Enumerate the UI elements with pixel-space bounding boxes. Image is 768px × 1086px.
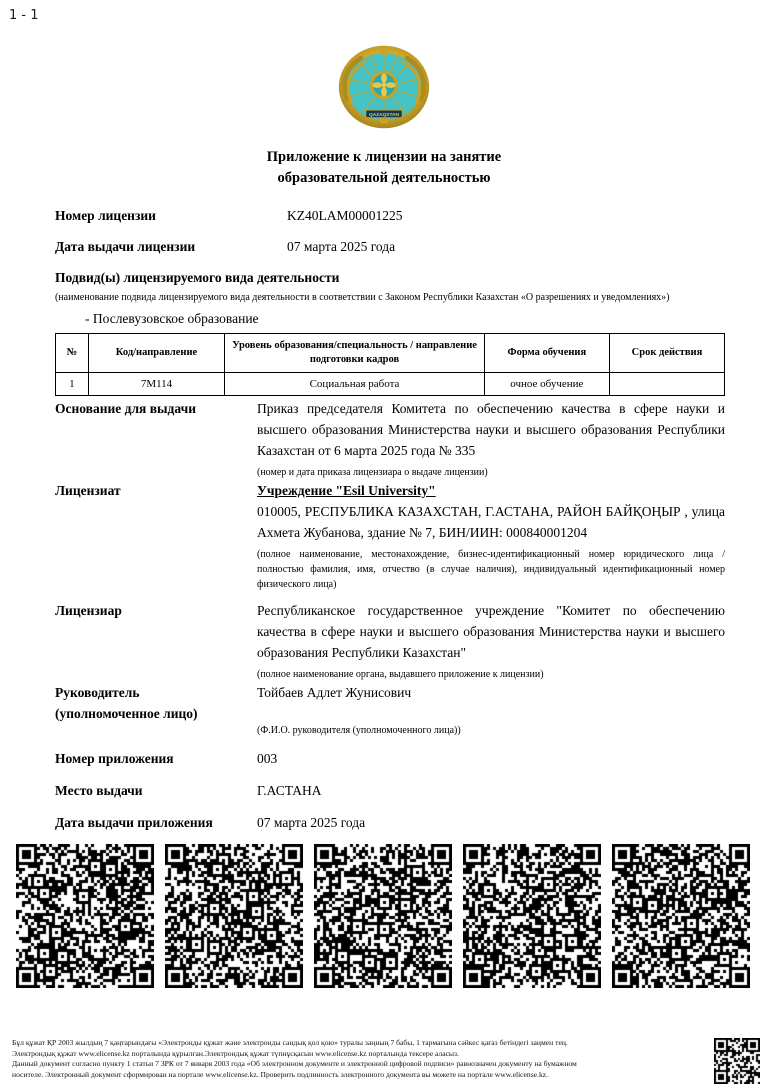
head-label xyxy=(55,682,257,738)
license-date-value: 07 марта 2025 года xyxy=(287,239,396,254)
basis-note: (номер и дата приказа лицензиара о выдаче лицензии) xyxy=(257,467,488,478)
col-header-code: Код/направление xyxy=(88,334,224,373)
cell-code: 7М114 xyxy=(88,373,224,396)
basis-section xyxy=(55,398,725,480)
license-date-label: Дата выдачи лицензии xyxy=(55,239,196,254)
licensee-name: Учреждение "Esil University" xyxy=(257,483,436,498)
footer-line-kk-1: Бұл құжат ҚР 2003 жылдың 7 қаңтарындағы «Электронды құжат және электронды сандық қол қою» туралы заңның 7 бабы, 1 тармағына сәйкес қағаз бетіндегі заңмен тең. xyxy=(12,1038,568,1047)
col-header-form: Форма обучения xyxy=(484,334,609,373)
digital-signature-barcode xyxy=(463,844,601,988)
kazakhstan-emblem xyxy=(336,42,432,132)
digital-signature-barcode xyxy=(612,844,750,988)
head-note: (Ф.И.О. руководителя (уполномоченного лица)) xyxy=(257,725,461,736)
cell-number: 1 xyxy=(56,373,89,396)
table-header-row xyxy=(56,334,725,373)
subtype-note: (наименование подвида лицензируемого вида деятельности в соответствии с Законом Республики Казахстан «О разрешениях и уведомлениях») xyxy=(55,292,670,303)
footer-line-ru-1: Данный документ согласно пункту 1 статьи 7 ЗРК от 7 января 2003 года «Об электронном документе и электронной цифровой подписи» равнозначен документу на бумажном xyxy=(12,1059,577,1069)
head-label-line2: (уполномоченное лицо) xyxy=(55,706,198,721)
digital-signature-barcode xyxy=(165,844,303,988)
appendix-number-label: Номер приложения xyxy=(55,751,174,766)
document-title-line1: Приложение к лицензии на занятие xyxy=(266,149,502,165)
page-counter: 1 - 1 xyxy=(9,8,39,23)
digital-signature-barcode xyxy=(16,844,154,988)
head-label-line1: Руководитель xyxy=(55,685,140,700)
specialties-table xyxy=(55,333,725,396)
footer xyxy=(12,1038,760,1084)
appendix-date-value: 07 марта 2025 года xyxy=(257,815,366,830)
digital-signature-barcode-strip xyxy=(16,844,760,988)
licensor-section xyxy=(55,600,725,682)
licensor-value: Республиканское государственное учреждение "Комитет по обеспечению качества в сфере науки и высшего образования Министерства науки и высшего образования Республики Казахстан" xyxy=(257,603,725,660)
licensor-note: (полное наименование органа, выдавшего приложение к лицензии) xyxy=(257,669,544,680)
footer-line-kk-2: Электрондық құжат www.elicense.kz порталында құрылған.Электрондық құжат түпнұсқасын www.elicense.kz порталында тексере аласыз. xyxy=(12,1048,459,1058)
basis-label: Основание для выдачи xyxy=(55,401,196,416)
footer-legal-text xyxy=(12,1038,704,1080)
document-title-line2: образовательной деятельностью xyxy=(277,170,491,186)
appendix-date-row xyxy=(55,812,725,833)
col-header-term: Срок действия xyxy=(609,334,724,373)
appendix-number-row xyxy=(55,748,725,769)
coat-of-arms-icon xyxy=(336,42,432,132)
license-fields xyxy=(55,205,725,257)
cell-level: Социальная работа xyxy=(225,373,485,396)
document-title xyxy=(0,147,768,189)
issue-place-value: Г.АСТАНА xyxy=(257,783,322,798)
license-date-row xyxy=(55,236,725,257)
license-number-value: KZ40LAM00001225 xyxy=(287,208,403,223)
cell-form: очное обучение xyxy=(484,373,609,396)
licensee-note: (полное наименование, местонахождение, бизнес-идентификационный номер юридического лица / полностью фамилия, имя, отчество (в случае наличия), индивидуальный идентификационный номер физического лица) xyxy=(257,549,725,590)
table-row xyxy=(56,373,725,396)
footer-line-ru-2: носителе. Электронный документ сформирован на портале www.elicense.kz. Проверить подлинность электронного документа вы можете на портале www.elicense.kz. xyxy=(12,1069,549,1079)
licensee-section xyxy=(55,480,725,592)
issue-place-row xyxy=(55,780,725,801)
license-number-label: Номер лицензии xyxy=(55,208,156,223)
head-value: Тойбаев Адлет Жунисович xyxy=(257,685,412,700)
issue-place-label: Место выдачи xyxy=(55,783,143,798)
licensor-label: Лицензиар xyxy=(55,603,122,618)
subtype-heading: Подвид(ы) лицензируемого вида деятельности xyxy=(55,270,340,285)
licensee-address: 010005, РЕСПУБЛИКА КАЗАХСТАН, Г.АСТАНА, РАЙОН БАЙҚОҢЫР , улица Ахмета Жубанова, здание № 7, БИН/ИИН: 000840001204 xyxy=(257,504,725,540)
emblem-banner-text: QAZAQSTAN xyxy=(369,112,399,118)
appendix-date-label: Дата выдачи приложения xyxy=(55,815,213,830)
subtype-item: - Послевузовское образование xyxy=(85,311,259,326)
license-number-row xyxy=(55,205,725,226)
licensee-label: Лицензиат xyxy=(55,483,121,498)
appendix-number-value: 003 xyxy=(257,751,278,766)
digital-signature-barcode xyxy=(314,844,452,988)
appendix-fields xyxy=(55,748,725,833)
basis-value: Приказ председателя Комитета по обеспечению качества в сфере науки и высшего образования Министерства науки и высшего образования Республики Казахстан от 6 марта 2025 года № 335 xyxy=(257,401,725,458)
cell-term xyxy=(609,373,724,396)
col-header-level: Уровень образования/специальность / направление подготовки кадров xyxy=(225,334,485,373)
verification-qr-code xyxy=(714,1038,760,1084)
head-section xyxy=(55,682,725,738)
col-header-number: № xyxy=(56,334,89,373)
